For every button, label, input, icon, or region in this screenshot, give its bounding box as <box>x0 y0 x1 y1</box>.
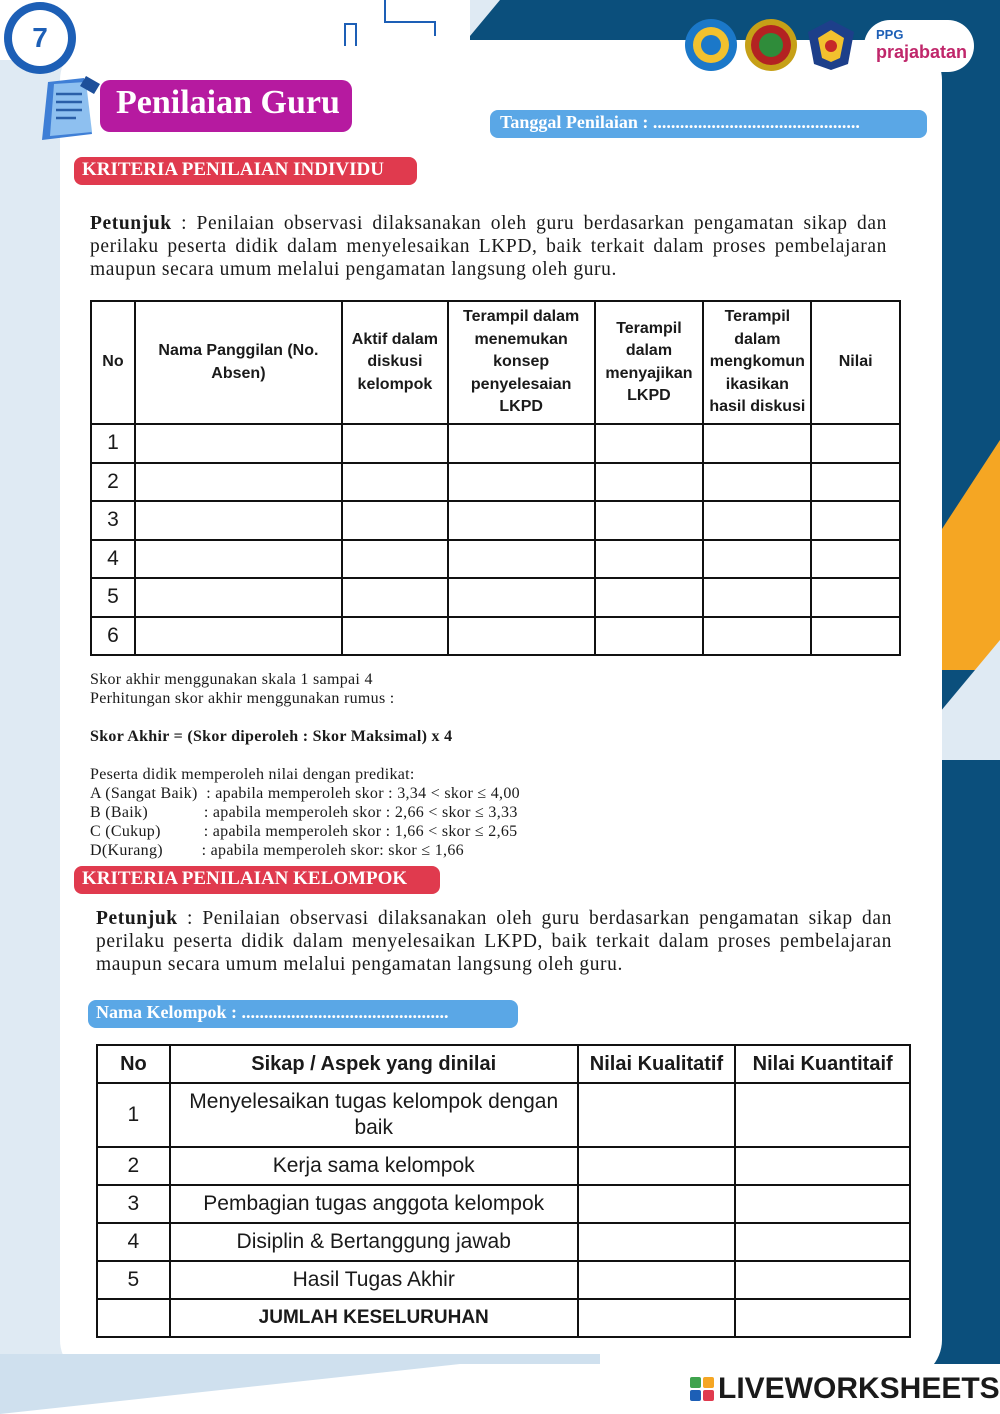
column-header: No <box>91 301 135 424</box>
table-header-row <box>97 1045 910 1083</box>
score-cell[interactable] <box>703 578 811 617</box>
table-row <box>97 1223 910 1261</box>
name-cell[interactable] <box>135 501 342 540</box>
score-cell[interactable] <box>703 540 811 579</box>
ppg-logo-small: PPG <box>876 27 904 42</box>
individual-assessment-table <box>90 300 901 656</box>
score-cell[interactable] <box>595 540 704 579</box>
spacer <box>90 708 520 727</box>
quantitative-score-cell[interactable] <box>735 1083 910 1147</box>
page-number-badge <box>4 2 76 74</box>
aspect-label: Disiplin & Bertanggung jawab <box>170 1223 578 1261</box>
column-header: Nilai <box>811 301 900 424</box>
grade-cell[interactable] <box>811 617 900 656</box>
score-cell[interactable] <box>448 578 595 617</box>
page-number: 7 <box>12 10 68 66</box>
score-cell[interactable] <box>342 540 448 579</box>
school-logo <box>804 18 858 72</box>
row-number: 1 <box>91 424 135 463</box>
table-row <box>97 1185 910 1223</box>
column-header: Terampil dalam mengkomun ikasikan hasil diskusi <box>703 301 811 424</box>
quantitative-score-cell[interactable] <box>735 1223 910 1261</box>
liveworksheets-watermark <box>690 1372 1000 1406</box>
name-cell[interactable] <box>135 578 342 617</box>
qualitative-score-cell[interactable] <box>578 1223 736 1261</box>
assessment-date-field[interactable]: Tanggal Penilaian : .............................................. <box>490 110 927 138</box>
quantitative-score-cell[interactable] <box>735 1185 910 1223</box>
score-cell[interactable] <box>448 424 595 463</box>
column-header: Nama Panggilan (No. Absen) <box>135 301 342 424</box>
score-cell[interactable] <box>448 501 595 540</box>
instructions-text: : Penilaian observasi dilaksanakan oleh guru berdasarkan pengamatan sikap dan perilaku peserta didik dalam menyelesaikan LKPD, baik terkait dalam proses pembelajaran maupun secara umum melalui pengamatan langsung oleh guru. <box>96 908 892 975</box>
tut-wuri-handayani-logo <box>684 18 738 72</box>
column-header: No <box>97 1045 170 1083</box>
row-number: 3 <box>97 1185 170 1223</box>
column-header: Sikap / Aspek yang dinilai <box>170 1045 578 1083</box>
table-header-row <box>91 301 900 424</box>
row-number: 1 <box>97 1083 170 1147</box>
table-row <box>91 501 900 540</box>
grade-criteria-d: D(Kurang) : apabila memperoleh skor: skor ≤ 1,66 <box>90 842 464 859</box>
instructions-individu <box>90 212 887 281</box>
column-header: Terampil dalam menemukan konsep penyelesaian LKPD <box>448 301 595 424</box>
liveworksheets-logo-icon <box>690 1377 714 1401</box>
table-row <box>97 1083 910 1147</box>
table-row <box>91 540 900 579</box>
table-row <box>91 578 900 617</box>
decorative-lines <box>340 0 440 48</box>
table-row <box>91 463 900 502</box>
instructions-label: Petunjuk <box>96 908 178 929</box>
grade-cell[interactable] <box>811 463 900 502</box>
row-number: 5 <box>97 1261 170 1299</box>
row-number: 4 <box>97 1223 170 1261</box>
qualitative-score-cell[interactable] <box>578 1185 736 1223</box>
row-number: 6 <box>91 617 135 656</box>
score-cell[interactable] <box>342 501 448 540</box>
table-row <box>91 424 900 463</box>
university-logo <box>744 18 798 72</box>
score-cell[interactable] <box>448 540 595 579</box>
formula: Skor Akhir = (Skor diperoleh : Skor Maksimal) x 4 <box>90 728 453 745</box>
table-row <box>91 617 900 656</box>
column-header: Nilai Kuantitaif <box>735 1045 910 1083</box>
score-cell[interactable] <box>595 463 704 502</box>
row-number: 2 <box>91 463 135 502</box>
name-cell[interactable] <box>135 463 342 502</box>
grade-cell[interactable] <box>811 501 900 540</box>
institution-logos <box>684 18 858 72</box>
qualitative-score-cell[interactable] <box>578 1147 736 1185</box>
total-label: JUMLAH KESELURUHAN <box>170 1299 578 1337</box>
row-number: 2 <box>97 1147 170 1185</box>
document-icon <box>36 74 108 144</box>
quantitative-score-cell[interactable] <box>735 1147 910 1185</box>
score-cell[interactable] <box>448 617 595 656</box>
total-row <box>97 1299 910 1337</box>
qualitative-score-cell[interactable] <box>578 1261 736 1299</box>
aspect-label: Kerja sama kelompok <box>170 1147 578 1185</box>
page-title: Penilaian Guru <box>100 80 352 132</box>
column-header: Aktif dalam diskusi kelompok <box>342 301 448 424</box>
row-number: 5 <box>91 578 135 617</box>
qualitative-score-cell[interactable] <box>578 1083 736 1147</box>
score-cell[interactable] <box>448 463 595 502</box>
grade-cell[interactable] <box>811 424 900 463</box>
instructions-text: : Penilaian observasi dilaksanakan oleh guru berdasarkan pengamatan sikap dan perilaku peserta didik dalam menyelesaikan LKPD, baik terkait dalam proses pembelajaran maupun secara umum melalui pengamatan langsung oleh guru. <box>90 213 887 280</box>
row-number: 3 <box>91 501 135 540</box>
instructions-kelompok <box>96 907 892 976</box>
grade-criteria-c: C (Cukup) : apabila memperoleh skor : 1,66 < skor ≤ 2,65 <box>90 823 518 840</box>
table-row <box>97 1261 910 1299</box>
grade-criteria-a: A (Sangat Baik) : apabila memperoleh skor : 3,34 < skor ≤ 4,00 <box>90 785 520 802</box>
score-cell[interactable] <box>703 501 811 540</box>
score-cell[interactable] <box>595 424 704 463</box>
score-cell[interactable] <box>595 501 704 540</box>
scoring-notes <box>90 670 520 860</box>
score-cell[interactable] <box>342 578 448 617</box>
aspect-label: Pembagian tugas anggota kelompok <box>170 1185 578 1223</box>
watermark-text: LIVEWORKSHEETS <box>718 1372 1000 1405</box>
spacer <box>90 746 520 765</box>
score-cell[interactable] <box>595 617 704 656</box>
section-title-individu: KRITERIA PENILAIAN INDIVIDU <box>74 157 417 185</box>
quantitative-score-cell[interactable] <box>735 1261 910 1299</box>
score-cell[interactable] <box>703 424 811 463</box>
score-cell[interactable] <box>342 463 448 502</box>
total-quantitative-cell[interactable] <box>735 1299 910 1337</box>
grade-criteria-b: B (Baik) : apabila memperoleh skor : 2,66 < skor ≤ 3,33 <box>90 804 518 821</box>
instructions-label: Petunjuk <box>90 213 172 234</box>
aspect-label: Menyelesaikan tugas kelompok dengan baik <box>170 1083 578 1147</box>
grade-cell[interactable] <box>811 578 900 617</box>
score-cell[interactable] <box>342 424 448 463</box>
aspect-label: Hasil Tugas Akhir <box>170 1261 578 1299</box>
grade-cell[interactable] <box>811 540 900 579</box>
total-number-cell <box>97 1299 170 1337</box>
score-cell[interactable] <box>703 617 811 656</box>
group-name-field[interactable]: Nama Kelompok : .............................................. <box>88 1000 518 1028</box>
section-title-kelompok: KRITERIA PENILAIAN KELOMPOK <box>74 866 440 894</box>
column-header: Terampil dalam menyajikan LKPD <box>595 301 704 424</box>
scale-note: Skor akhir menggunakan skala 1 sampai 4 <box>90 671 373 688</box>
row-number: 4 <box>91 540 135 579</box>
group-assessment-table <box>96 1044 911 1338</box>
score-cell[interactable] <box>342 617 448 656</box>
ppg-prajabatan-logo <box>864 20 974 72</box>
total-qualitative-cell[interactable] <box>578 1299 736 1337</box>
name-cell[interactable] <box>135 617 342 656</box>
name-cell[interactable] <box>135 424 342 463</box>
score-cell[interactable] <box>595 578 704 617</box>
name-cell[interactable] <box>135 540 342 579</box>
score-cell[interactable] <box>703 463 811 502</box>
column-header: Nilai Kualitatif <box>578 1045 736 1083</box>
formula-intro: Perhitungan skor akhir menggunakan rumus : <box>90 690 395 707</box>
grade-intro: Peserta didik memperoleh nilai dengan predikat: <box>90 766 415 783</box>
ppg-logo-big: prajabatan <box>876 42 968 62</box>
table-row <box>97 1147 910 1185</box>
